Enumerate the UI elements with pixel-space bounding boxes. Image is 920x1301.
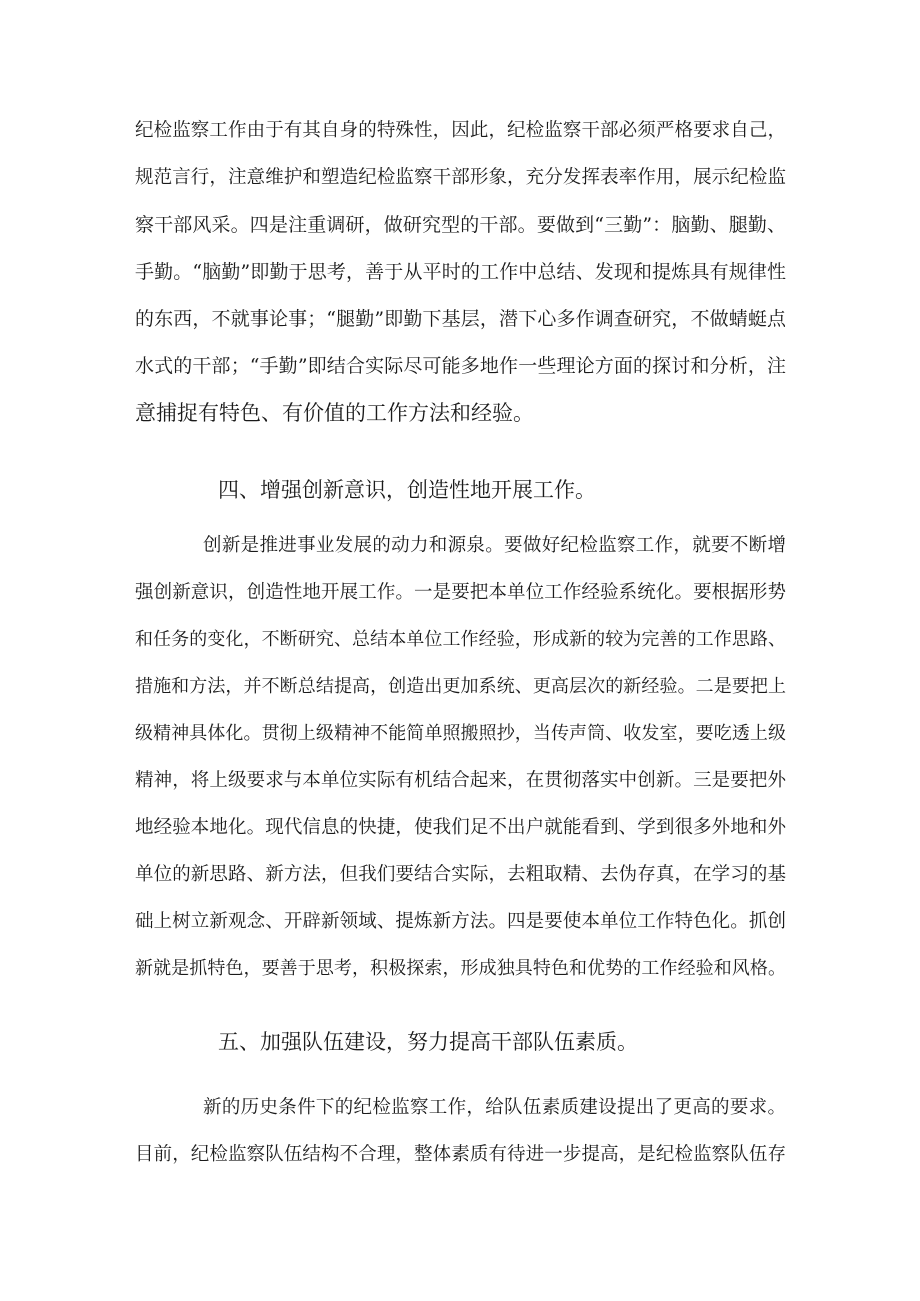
paragraph-2-line-8: 单位的新思路、新方法，但我们要结合实际，去粗取精、去伪存真，在学习的基 bbox=[135, 864, 786, 885]
paragraph-2-line-5: 级精神具体化。贯彻上级精神不能简单照搬照抄，当传声筒、收发室，要吃透上级 bbox=[135, 723, 786, 744]
paragraph-2-line-6: 精神，将上级要求与本单位实际有机结合起来，在贯彻落实中创新。三是要把外 bbox=[135, 770, 786, 791]
paragraph-2-line-4: 措施和方法，并不断总结提高，创造出更加系统、更高层次的新经验。二是要把上 bbox=[135, 676, 786, 697]
section-heading-4: 四、增强创新意识，创造性地开展工作。 bbox=[218, 478, 596, 502]
paragraph-1-line-4: 手勤。“脑勤”即勤于思考，善于从平时的工作中总结、发现和提炼具有规律性 bbox=[135, 261, 786, 283]
paragraph-2-line-10: 新就是抓特色，要善于思考，积极探索，形成独具特色和优势的工作经验和风格。 bbox=[135, 958, 786, 979]
paragraph-2-line-3: 和任务的变化，不断研究、总结本单位工作经验，形成新的较为完善的工作思路、 bbox=[135, 629, 786, 650]
paragraph-1-line-5: 的东西，不就事论事；“腿勤”即勤下基层，潜下心多作调查研究，不做蜻蜓点 bbox=[135, 308, 786, 330]
paragraph-2-line-9: 础上树立新观念、开辟新领域、提炼新方法。四是要使本单位工作特色化。抓创 bbox=[135, 911, 786, 932]
paragraph-2-line-1: 创新是推进事业发展的动力和源泉。要做好纪检监察工作，就要不断增 bbox=[203, 535, 786, 556]
paragraph-3-line-1: 新的历史条件下的纪检监察工作，给队伍素质建设提出了更高的要求。 bbox=[203, 1097, 786, 1118]
paragraph-1-line-6: 水式的干部；“手勤”即结合实际尽可能多地作一些理论方面的探讨和分析，注 bbox=[135, 355, 786, 377]
paragraph-1-line-2: 规范言行，注意维护和塑造纪检监察干部形象，充分发挥表率作用，展示纪检监 bbox=[135, 167, 786, 188]
paragraph-1-line-1: 纪检监察工作由于有其自身的特殊性，因此，纪检监察干部必须严格要求自己， bbox=[135, 120, 786, 141]
paragraph-1-line-7: 意捕捉有特色、有价值的工作方法和经验。 bbox=[135, 401, 534, 425]
section-heading-5: 五、加强队伍建设，努力提高干部队伍素质。 bbox=[218, 1030, 638, 1054]
paragraph-1-line-3: 察干部风采。四是注重调研，做研究型的干部。要做到“三勤”：脑勤、腿勤、 bbox=[135, 214, 786, 236]
paragraph-3-line-2: 目前，纪检监察队伍结构不合理，整体素质有待进一步提高，是纪检监察队伍存 bbox=[135, 1144, 786, 1165]
paragraph-2-line-2: 强创新意识，创造性地开展工作。一是要把本单位工作经验系统化。要根据形势 bbox=[135, 582, 786, 603]
paragraph-2-line-7: 地经验本地化。现代信息的快捷，使我们足不出户就能看到、学到很多外地和外 bbox=[135, 817, 786, 838]
